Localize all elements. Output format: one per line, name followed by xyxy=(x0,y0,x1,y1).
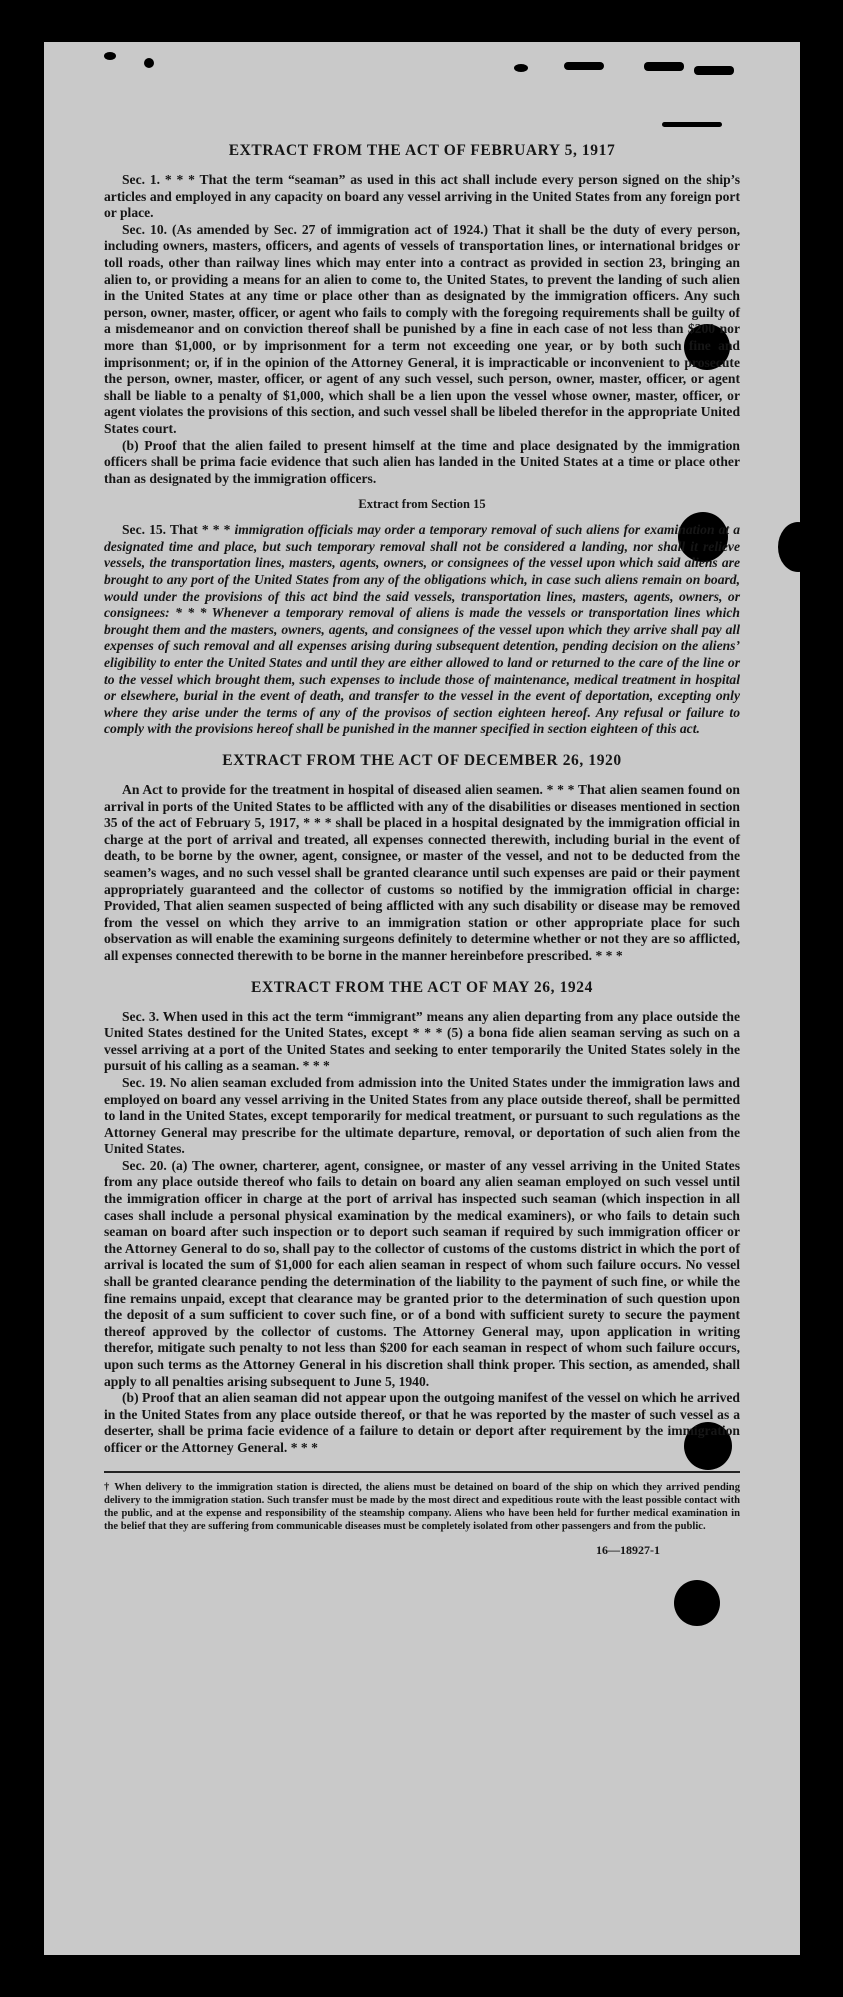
sec-15-lead: Sec. 15. That * * * xyxy=(122,522,235,538)
section-heading-1920: EXTRACT FROM THE ACT OF DECEMBER 26, 1920 xyxy=(222,752,622,769)
section-heading-15: Extract from Section 15 xyxy=(358,497,486,512)
sec-15-text: immigration officials may order a temporary removal of such aliens for examination at a designated time and place, but such temporary removal shall not be considered a landing, nor shall it relieve vessels, the transportation lines, masters, agents, owners, or consignees of the vessel upon which said aliens are brought to any port of the United States from any of the obligations which, in case such aliens remain on board, would under the provisions of this act bind the said vessels, transportation lines, masters, agents, owners, or consignees: * * * Whenever a temporary removal of aliens is made the vessels or transportation lines which brought them and the masters, owners, agents, and consignees of the vessel upon which they arrive shall pay all expenses of such removal and all expenses arising during subsequent detention, pending decision on the aliens’ eligibility to enter the United States and until they are either allowed to land or returned to the care of the line or to the vessel which brought them, such expenses to include those of maintenance, medical treatment in hospital or elsewhere, burial in the event of death, and transfer to the vessel in the event of deportation, excepting only where they arise under the terms of any of the provisos of section eighteen hereof. Any refusal or failure to comply with the provisions hereof shall be punished in the manner specified in section eighteen of this act. xyxy=(104,522,740,737)
paragraph-sec-19: Sec. 19. No alien seaman excluded from admission into the United States under the immigration laws and employed on board any vessel arriving in the United States from any place outside thereof, shall be permitted to land in the United States, except temporarily for medical treatment, or pursuant to such regulations as the Attorney General may prescribe for the ultimate departure, removal, or deportation of such alien from the United States. xyxy=(104,1074,740,1157)
document-page xyxy=(44,42,800,1955)
document-body xyxy=(104,142,740,1558)
ink-blot xyxy=(662,122,722,127)
paragraph-act-1920: An Act to provide for the treatment in hospital of diseased alien seamen. * * * That alien seamen found on arrival in ports of the United States to be afflicted with any of the disabilities or diseases mentioned in section 35 of the act of February 5, 1917, * * * shall be placed in a hospital designated by the immigration official in charge at the port of arrival and treated, all expenses connected therewith, including burial in the event of death, to be borne by the owner, agent, consignee, or master of the vessel, and not to be deducted from the seamen’s wages, and no such vessel shall be granted clearance until such expenses are paid or their payment appropriately guaranteed and the collector of customs so notified by the immigration official in charge: Provided, That alien seamen suspected of being afflicted with any such disability or disease may be removed from the vessel on which they arrive to an immigration station or other appropriate place for such observation as will enable the examining surgeons definitely to determine whether or not they are so afflicted, all expenses connected therewith to be borne in the manner hereinbefore prescribed. * * * xyxy=(104,782,740,963)
paragraph-sec-20b: (b) Proof that an alien seaman did not appear upon the outgoing manifest of the vessel on which he arrived in the United States from any place outside thereof, or that he was reported by the master of such vessel as a deserter, shall be prima facie evidence of a failure to detain or deport after requirement by the immigration officer or the Attorney General. * * * xyxy=(104,1390,740,1455)
footnote-divider xyxy=(104,1471,740,1473)
ink-blot xyxy=(104,52,116,60)
paragraph-sec-15 xyxy=(104,522,740,738)
paragraph-sec-1: Sec. 1. * * * That the term “seaman” as used in this act shall include every person signed on the ship’s articles and employed in any capacity on board any vessel arriving in the United States from any foreign port or place. xyxy=(104,172,740,221)
paragraph-sec-10b: (b) Proof that the alien failed to present himself at the time and place designated by the immigration officers shall be prima facie evidence that such alien has landed in the United States at a time or place other than as designated by the immigration officers. xyxy=(104,437,740,486)
document-number: 16—18927-1 xyxy=(596,1542,660,1557)
paragraph-sec-3: Sec. 3. When used in this act the term “immigrant” means any alien departing from any place outside the United States destined for the United States, except * * * (5) a bona fide alien seaman serving as such on a vessel arriving at a port of the United States and seeking to enter temporarily the United States solely in the pursuit of his calling as a seaman. * * * xyxy=(104,1008,740,1074)
section-heading-1917: EXTRACT FROM THE ACT OF FEBRUARY 5, 1917 xyxy=(228,142,616,159)
paragraph-sec-10: Sec. 10. (As amended by Sec. 27 of immigration act of 1924.) That it shall be the duty of every person, including owners, masters, officers, and agents of vessels of transportation lines, or international bridges or toll roads, other than railway lines which may enter into a contract as provided in section 23, bringing an alien to, or providing a means for an alien to come to, the United States, to prevent the landing of such alien in the United States at any time or place other than as designated by the immigration officers. Any such person, owner, master, officer, or agent who fails to comply with the foregoing requirements shall be guilty of a misdemeanor and on conviction thereof shall be punished by a fine in each case of not less than $200 nor more than $1,000, or by imprisonment for a term not exceeding one year, or by both such fine and imprisonment; or, if in the opinion of the Attorney General, it is impracticable or inconvenient to prosecute the person, owner, master, officer, or agent of any such vessel, such person, owner, master, officer, or agent shall be liable to a penalty of $1,000, which shall be a lien upon the vessel whose owner, master, officer, or agent violates the provisions of this section, and such vessel shall be libeled therefor in the appropriate United States court. xyxy=(104,221,740,436)
punch-hole xyxy=(674,1580,720,1626)
punch-hole xyxy=(778,522,800,572)
section-heading-1924: EXTRACT FROM THE ACT OF MAY 26, 1924 xyxy=(251,978,593,996)
ink-blot xyxy=(694,66,734,75)
ink-blot xyxy=(564,62,604,70)
ink-blot xyxy=(144,58,154,68)
ink-blot xyxy=(644,62,684,71)
paragraph-sec-20a: Sec. 20. (a) The owner, charterer, agent, consignee, or master of any vessel arriving in the United States from any place outside thereof who fails to detain on board any alien seaman employed on such vessel until the immigration officer in charge at the port of arrival has inspected such seaman (which inspection in all cases shall include a personal physical examination by the medical examiners), or who fails to detain such seaman on board after such inspection or to deport such seaman if required by such immigration officer or the Attorney General to do so, shall pay to the collector of customs of the customs district in which the port of arrival is located the sum of $1,000 for each alien seaman in respect of whom such failure occurs. No vessel shall be granted clearance pending the determination of the liability to the payment of such fine, or while the fine remains unpaid, except that clearance may be granted prior to the determination of such question upon the deposit of a sum sufficient to cover such fine, or of a bond with sufficient surety to secure the payment thereof approved by the collector of customs. The Attorney General may, upon application in writing therefor, mitigate such penalty to not less than $200 for each seaman in respect of whom such failure occurs, upon such terms as the Attorney General in his discretion shall think proper. This section, as amended, shall apply to all penalties arising subsequent to June 5, 1940. xyxy=(104,1157,740,1389)
footnote: † When delivery to the immigration station is directed, the aliens must be detained on board of the ship on which they arrived pending delivery to the immigration station. Such transfer must be made by the most direct and expeditious route with the least possible contact with the public, and at the expense and responsibility of the steamship company. Aliens who have been held for further medical examination in the belief that they are suffering from communicable diseases must be completely isolated from other passengers and from the public. xyxy=(104,1481,740,1532)
ink-blot xyxy=(514,64,528,72)
